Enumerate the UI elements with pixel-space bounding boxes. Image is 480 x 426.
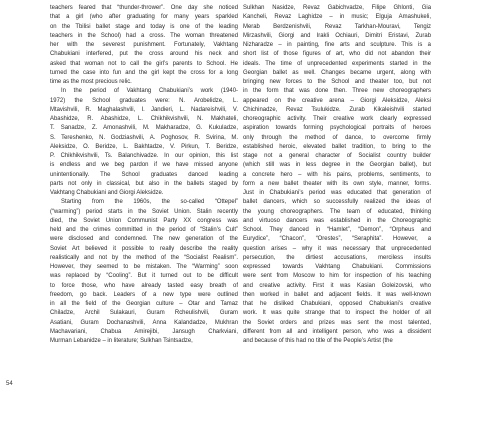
text-line: Chiladze, Archil Sulakauri, Guram Rcheulishvili, Guram: [50, 310, 238, 317]
text-line: 1972) the School graduates were: N. Arobelidze, L.: [50, 97, 238, 104]
text-line: teachers in the School) had a cross. The woman threatened: [50, 32, 238, 39]
page-number: 54: [6, 381, 13, 387]
text-line: the young choreographers. The team of educated, thinking: [243, 208, 431, 215]
text-line: Eurydice”, “Chacon”, “Orestes”, “Seraphita”. However, a: [243, 236, 431, 243]
text-line: T. Sanadze, Z. Amonashvili, M. Makharadze, G. Kukuladze,: [50, 125, 238, 132]
text-line: Georgian ballet as well. Changes became urgent, along with: [243, 69, 431, 76]
text-line: Mtavishvili, R. Maghalashvili, I. Jandieri, L. Nadareishvili, V.: [50, 106, 238, 113]
text-line: work. It was quite strange that to inspect the holder of all: [243, 310, 431, 317]
text-line: in the form that was done then. Three new choreographers: [243, 88, 431, 95]
text-line: However, they seemed to be mistaken. The “Warming” soon: [50, 264, 238, 270]
text-line: Merab Berdzenishvili, Revaz Tarkhan-Mouravi, Tengiz: [243, 23, 431, 30]
text-line: that he disliked Chabukiani, opposed Chabukiani’s creative: [243, 301, 431, 307]
text-line: appeared on the creative arena – Giorgi Aleksidze, Aleksi: [243, 97, 431, 104]
text-line: established heroic, elevated ballet tradition, to bring to the: [243, 143, 431, 150]
text-line: stage not a general character of Socialist country builder: [243, 153, 431, 159]
text-line: Chichinadze, Revaz Tsulukidze. Zurab Kikaleishvili started: [243, 106, 431, 113]
text-line: on the Tbilisi ballet stage and today is one of the leading: [50, 23, 238, 30]
text-line: Asatiani, Guram Dochanashvili, Anna Kalandadze, Mukhran: [50, 319, 238, 326]
text-line: Starting from the 1960s, the so-called “Ottepel”: [61, 199, 238, 206]
text-line: choreographic activity. Their creative work clearly expressed: [243, 116, 431, 122]
text-line: parts not only in classical, but also in the ballets staged by: [50, 180, 238, 187]
text-line: form a new ballet theater with its own style, manner, forms.: [243, 180, 431, 187]
text-line: realistically and not by the method of the “Socialist Realism”.: [50, 254, 238, 261]
text-line: P. Chikhikvishvili, Ts. Balanchivadze. In our opinion, this list: [50, 153, 238, 159]
text-line: only through the method of dance, to overcome firmly: [243, 134, 431, 141]
text-line: Abashidze, R. Abashidze, L. Chikhikvishvili, N. Makhateli,: [50, 116, 238, 122]
text-line: Just in Chabukiani’s period was educated that generation of: [243, 190, 431, 196]
text-line: freedom, go back. Leaders of a new type were outlined: [50, 291, 238, 298]
text-line: bringing new forces to the School and theater too, but not: [243, 79, 431, 85]
text-line: in all the field of the Georgian culture – Otar and Tamaz: [50, 301, 238, 307]
text-line: Chabukiani interfered, put the cross around his neck and: [50, 51, 238, 58]
text-line: Sulkhan Nasidze, Revaz Gabichvadze, Filipe Ghlonti, Gia: [243, 5, 431, 11]
text-line: Aleksidze, O. Beridze, L. Bakhtadze, V. Pirkun, T. Beridze,: [50, 143, 238, 150]
text-line: that a girl (who after graduating for many years sparkled: [50, 14, 238, 21]
text-line: ballet dancers, which so successfully realized the ideas of: [243, 199, 431, 206]
text-line: the Soviet orders and prizes was sent the most talented,: [243, 319, 431, 326]
text-line: turned the case into fun and the girl kept the cross for a long: [50, 69, 238, 76]
text-line: and virtuoso dancers was established in the Choreographic: [243, 217, 431, 224]
text-line: were disclosed and condemned. The new generation of the: [50, 236, 238, 243]
text-line: (which still was in less degree in the Georgian ballet), but: [243, 162, 431, 169]
text-line: persecution, the dirtiest accusations, merciless insults: [243, 254, 431, 261]
text-line: died, the Soviet Union Communist Party XX congress was: [50, 217, 238, 224]
text-line: to force those, who have already tasted easy breath of: [50, 282, 238, 289]
text-line: Soviet Art believed it possible to really describe the reality: [50, 245, 238, 252]
text-line: ideals. The time of unprecedented experiments started in the: [243, 60, 431, 67]
text-line: her with the severest punishment. Fortunately, Vakhtang: [50, 42, 238, 48]
text-line: Kancheli, Revaz Laghidze – in music; Elguja Amashukeli,: [243, 14, 431, 21]
text-line: asked that woman not to call the girl’s parents to School. He: [50, 60, 238, 67]
text-line: and because of this had no title of the People’s Artist (the: [243, 338, 393, 344]
text-line: unintentionally. The School graduates danced leading: [50, 171, 238, 178]
text-line: Mirzashvili, Giorgi and Irakli Ochiauri, Dimitri Eristavi, Zurab: [243, 32, 431, 39]
text-line: were sent from Moscow to him for inspection of his teaching: [243, 273, 431, 280]
text-line: time as the most precious relic.: [50, 79, 132, 85]
text-line: held and the crimes committed in the period of “Stalin’s Cult”: [50, 227, 238, 233]
text-line: In the period of Vakhtang Chabukiani’s work (1940-: [61, 88, 238, 95]
text-line: Vakhtang Chabukiani and Giorgi Aleksidze.: [50, 190, 164, 196]
text-line: teachers feared that “thunder-thrower”. One day she noticed: [50, 5, 238, 11]
right-text-column: [243, 4, 431, 346]
text-line: was replaced by “Cooling”. But it turned out to be difficult: [50, 273, 238, 280]
text-line: different from all and intelligent person, who was a dissident: [243, 328, 431, 335]
text-line: short list of those figures of art, who did not abandon their: [243, 51, 431, 58]
text-line: a concrete hero – with his pains, problems, sentiments, to: [243, 171, 431, 178]
text-line: then worked in ballet and adjacent fields. It was well-known: [243, 291, 431, 298]
text-line: and creative activity. First it was Kasian Goleizovski, who: [243, 282, 431, 289]
text-line: question arises – why it was necessary that unprecedented: [243, 245, 431, 252]
text-line: expressed towards Vakhtang Chabukiani. Commissions: [243, 264, 431, 270]
text-line: Machavariani, Chabua Amirejibi, Jansugh Charkviani,: [50, 328, 238, 335]
text-line: is endless and we beg pardon if we have missed anyone: [50, 162, 238, 169]
left-text-column: [50, 4, 238, 346]
text-line: Nizharadze – in painting, fine arts and sculpture. This is a: [243, 42, 431, 48]
text-line: S. Tereshenko, N. Godziashvili, A. Poghosov, R. Svirina, M.: [50, 134, 238, 141]
text-line: Murman Lebanidze – in literature; Sulkhan Tsintsadze,: [50, 338, 193, 344]
text-line: (“warming”) period starts in the Soviet Union. Stalin recently: [50, 208, 238, 215]
text-line: aspiration towards forming psychological portraits of heroes: [243, 125, 431, 132]
text-line: School. They danced in “Hamlet”, “Demon”, “Orpheus and: [243, 227, 431, 233]
